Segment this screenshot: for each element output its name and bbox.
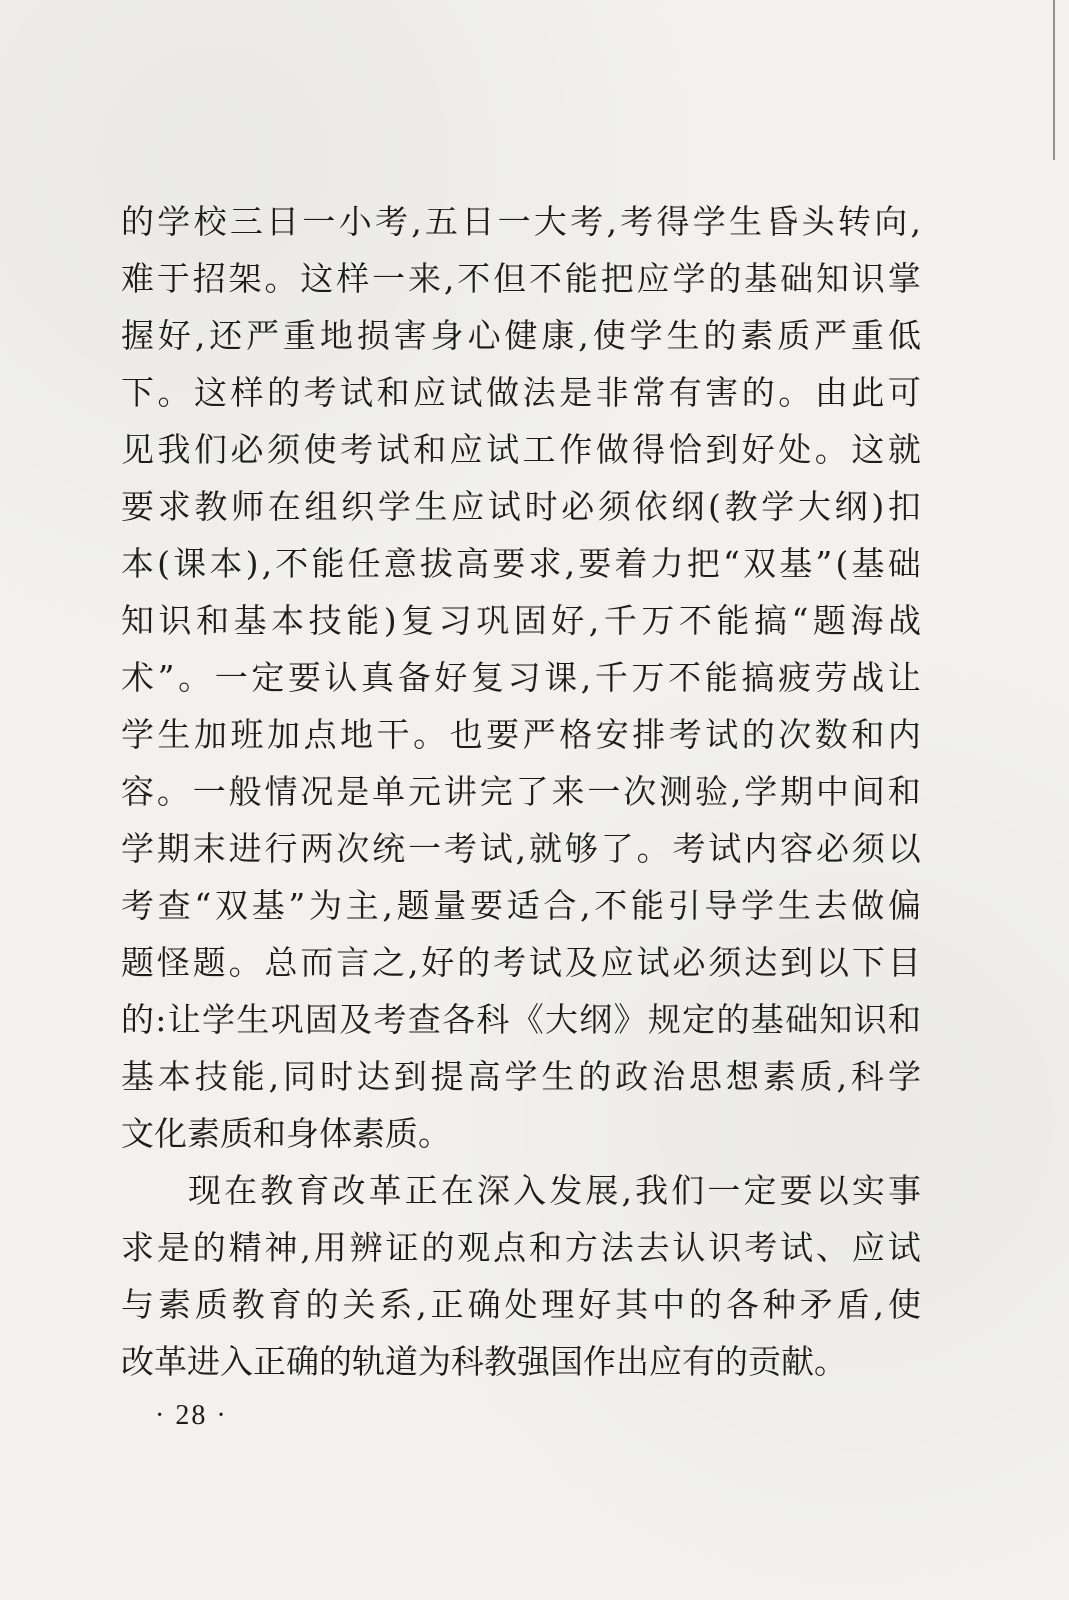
page-number: · 28 · (155, 1400, 228, 1431)
text-line: 文化素质和身体素质。 (121, 1114, 451, 1153)
text-line: 基 本 技 能 , 同 时 达 到 提 高 学 生 的 政 治 思 想 素 质 , 科 学 (121, 1057, 921, 1096)
text-line: 学 生 加 班 加 点 地 干 。 也 要 严 格 安 排 考 试 的 次 数 和 内 (121, 715, 921, 754)
text-line: 与 素 质 教 育 的 关 系 , 正 确 处 理 好 其 中 的 各 种 矛 盾 , 使 (121, 1285, 921, 1324)
text-line: 难 于 招 架 。 这 样 一 来 , 不 但 不 能 把 应 学 的 基 础 知 识 掌 (121, 259, 921, 298)
paragraph-1 (121, 193, 921, 1162)
text-line: 现 在 教 育 改 革 正 在 深 入 发 展 , 我 们 一 定 要 以 实 事 (188, 1171, 921, 1210)
paragraph-2 (121, 1162, 921, 1390)
text-line: 下 。 这 样 的 考 试 和 应 试 做 法 是 非 常 有 害 的 。 由 此 可 (121, 373, 921, 412)
text-line: 的 学 校 三 日 一 小 考 , 五 日 一 大 考 , 考 得 学 生 昏 头 转 向 , (121, 202, 921, 241)
text-line: 考 查 “ 双 基 ” 为 主 , 题 量 要 适 合 , 不 能 引 导 学 生 去 做 偏 (121, 886, 921, 925)
text-line: 要 求 教 师 在 组 织 学 生 应 试 时 必 须 依 纲 ( 教 学 大 纲 ) 扣 (121, 487, 921, 526)
body-text (121, 193, 921, 1390)
text-line: 知 识 和 基 本 技 能 ) 复 习 巩 固 好 , 千 万 不 能 搞 “ 题 海 战 (121, 601, 921, 640)
text-line: 的 : 让 学 生 巩 固 及 考 查 各 科 《 大 纲 》 规 定 的 基 础 知 识 和 (121, 1000, 921, 1039)
page-edge-mark (1053, 0, 1055, 160)
text-line: 容 。 一 般 情 况 是 单 元 讲 完 了 来 一 次 测 验 , 学 期 中 间 和 (121, 772, 921, 811)
text-line: 握 好 , 还 严 重 地 损 害 身 心 健 康 , 使 学 生 的 素 质 严 重 低 (121, 316, 921, 355)
text-line: 见 我 们 必 须 使 考 试 和 应 试 工 作 做 得 恰 到 好 处 。 这 就 (121, 430, 921, 469)
text-line: 求 是 的 精 神 , 用 辨 证 的 观 点 和 方 法 去 认 识 考 试 、 应 试 (121, 1228, 921, 1267)
text-line: 术 ” 。 一 定 要 认 真 备 好 复 习 课 , 千 万 不 能 搞 疲 劳 战 让 (121, 658, 921, 697)
text-line: 学 期 末 进 行 两 次 统 一 考 试 , 就 够 了 。 考 试 内 容 必 须 以 (121, 829, 921, 868)
text-line: 题 怪 题 。 总 而 言 之 , 好 的 考 试 及 应 试 必 须 达 到 以 下 目 (121, 943, 921, 982)
text-line: 本 ( 课 本 ) , 不 能 任 意 拔 高 要 求 , 要 着 力 把 “ 双 基 ” ( 基 础 (121, 544, 921, 583)
text-line: 改革进入正确的轨道为科教强国作出应有的贡献。 (121, 1342, 847, 1381)
